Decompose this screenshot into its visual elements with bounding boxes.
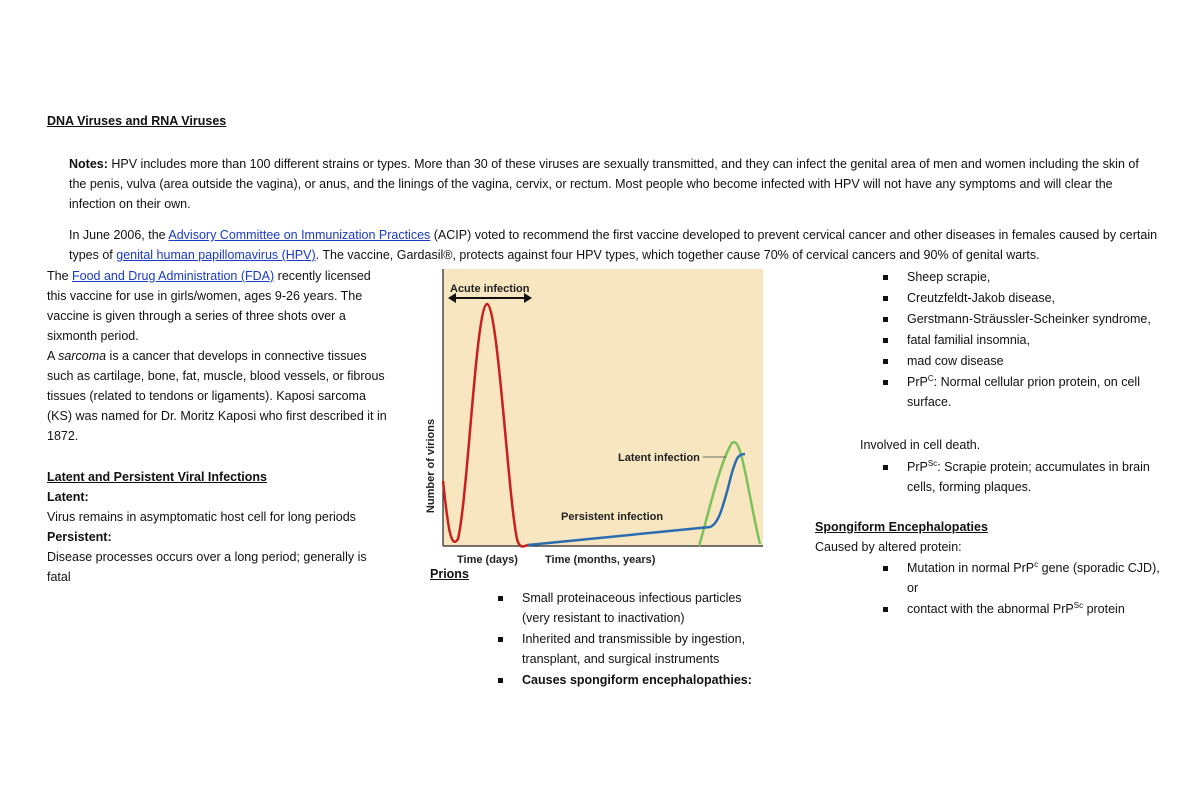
list-item: Sheep scrapie, [883,267,1153,287]
latent-persistent-heading: Latent and Persistent Viral Infections [47,470,267,484]
prpc-sup: C [927,373,934,383]
infection-curves-figure [420,266,770,571]
caused-by-text: Caused by altered protein: [815,540,962,554]
mutation-text-1: Mutation in normal PrP [907,561,1035,575]
notes-paragraph [69,154,1154,214]
sarcoma-text-2: is a cancer that develops in connective tissues such as cartilage, bone, fat, muscle, blood vessels, or fibrous tissues (related to tendons or ligaments). Kaposi sarcoma (KS) was named for Dr. Moritz Kaposi who first described it in 1872. [47,349,387,443]
acute-infection-label: Acute infection [450,283,530,295]
sarcoma-text-1: A [47,349,59,363]
prpc-base: PrP [907,375,928,389]
fda-paragraph [47,266,387,346]
prpsc-text: : Scrapie protein; accumulates in brain cells, forming plaques. [907,460,1150,494]
diseases-list [883,267,1153,413]
list-item: mad cow disease [883,351,1153,371]
acip-link[interactable]: Advisory Committee on Immunization Practices [168,228,431,242]
persistent-text: Disease processes occurs over a long period; generally is fatal [47,550,367,584]
list-item: Causes spongiform encephalopathies: [498,670,768,690]
acip-text-1: In June 2006, the [69,228,169,242]
persistent-label: Persistent: [47,530,112,544]
y-axis-label: Number of virions [425,418,437,514]
latent-label: Latent: [47,490,89,504]
involved-text: Involved in cell death. [860,438,981,452]
x-axis-label-days: Time (days) [457,554,518,566]
notes-text: HPV includes more than 100 different strains or types. More than 30 of these viruses are sexually transmitted, and they can infect the genital area of men and women including the skin of the penis, vulva (area outside the vagina), or anus, and the linings of the vagina, cervix, or rectum. Most people who become infected with HPV will not have any symptoms and will clear the infection on their own. [69,157,1139,211]
contact-sup: Sc [1073,600,1084,610]
page-title: DNA Viruses and RNA Viruses [47,114,227,128]
list-item: Small proteinaceous infectious particles (very resistant to inactivation) [498,588,768,628]
notes-label: Notes: [69,157,108,171]
mutation-text-2: gene (sporadic CJD), or [907,561,1160,595]
contact-text-1: contact with the abnormal PrP [907,602,1074,616]
list-item: Inherited and transmissible by ingestion, transplant, and surgical instruments [498,629,768,669]
prions-list [498,588,768,691]
acip-paragraph [69,225,1159,265]
persistent-infection-label: Persistent infection [561,511,664,523]
list-item: Creutzfeldt-Jakob disease, [883,288,1153,308]
latent-infection-label: Latent infection [618,452,700,464]
prpc-item [883,372,1153,412]
latent-text: Virus remains in asymptomatic host cell for long periods [47,510,356,524]
fda-link[interactable]: Food and Drug Administration (FDA) [72,269,275,283]
left-column [47,266,387,587]
hpv-link[interactable]: genital human papillomavirus (HPV) [116,248,316,262]
fda-text-2: recently licensed this vaccine for use in girls/women, ages 9-26 years. The vaccine is given through a series of three shots over a sixmonth period. [47,269,371,343]
altered-protein-list [883,558,1163,620]
sarcoma-term: sarcoma [58,349,107,363]
prpsc-sup: Sc [927,458,938,468]
mutation-sup: c [1034,559,1039,569]
fda-text-1: The [47,269,73,283]
sarcoma-paragraph [47,346,387,446]
list-item: fatal familial insomnia, [883,330,1153,350]
contact-text-2: protein [1083,602,1125,616]
acip-text-2: (ACIP) voted to recommend the first vaccine developed to prevent cervical cancer and other diseases in females caused by certain types of [69,228,1158,262]
x-axis-label-months: Time (months, years) [545,554,656,566]
spongiform-heading: Spongiform Encephalopaties [815,520,988,534]
prions-heading: Prions [430,567,469,581]
acip-text-3: . The vaccine, Gardasil®, protects against four HPV types, which together cause 70% of cervical cancers and 90% of genital warts. [315,248,1040,262]
prpsc-item [883,457,1153,497]
contact-item [883,599,1163,619]
prpc-text: : Normal cellular prion protein, on cell surface. [907,375,1140,409]
mutation-item [883,558,1163,598]
prpsc-list [883,457,1153,498]
list-item: Gerstmann-Sträussler-Scheinker syndrome, [883,309,1153,329]
prpsc-base: PrP [907,460,928,474]
